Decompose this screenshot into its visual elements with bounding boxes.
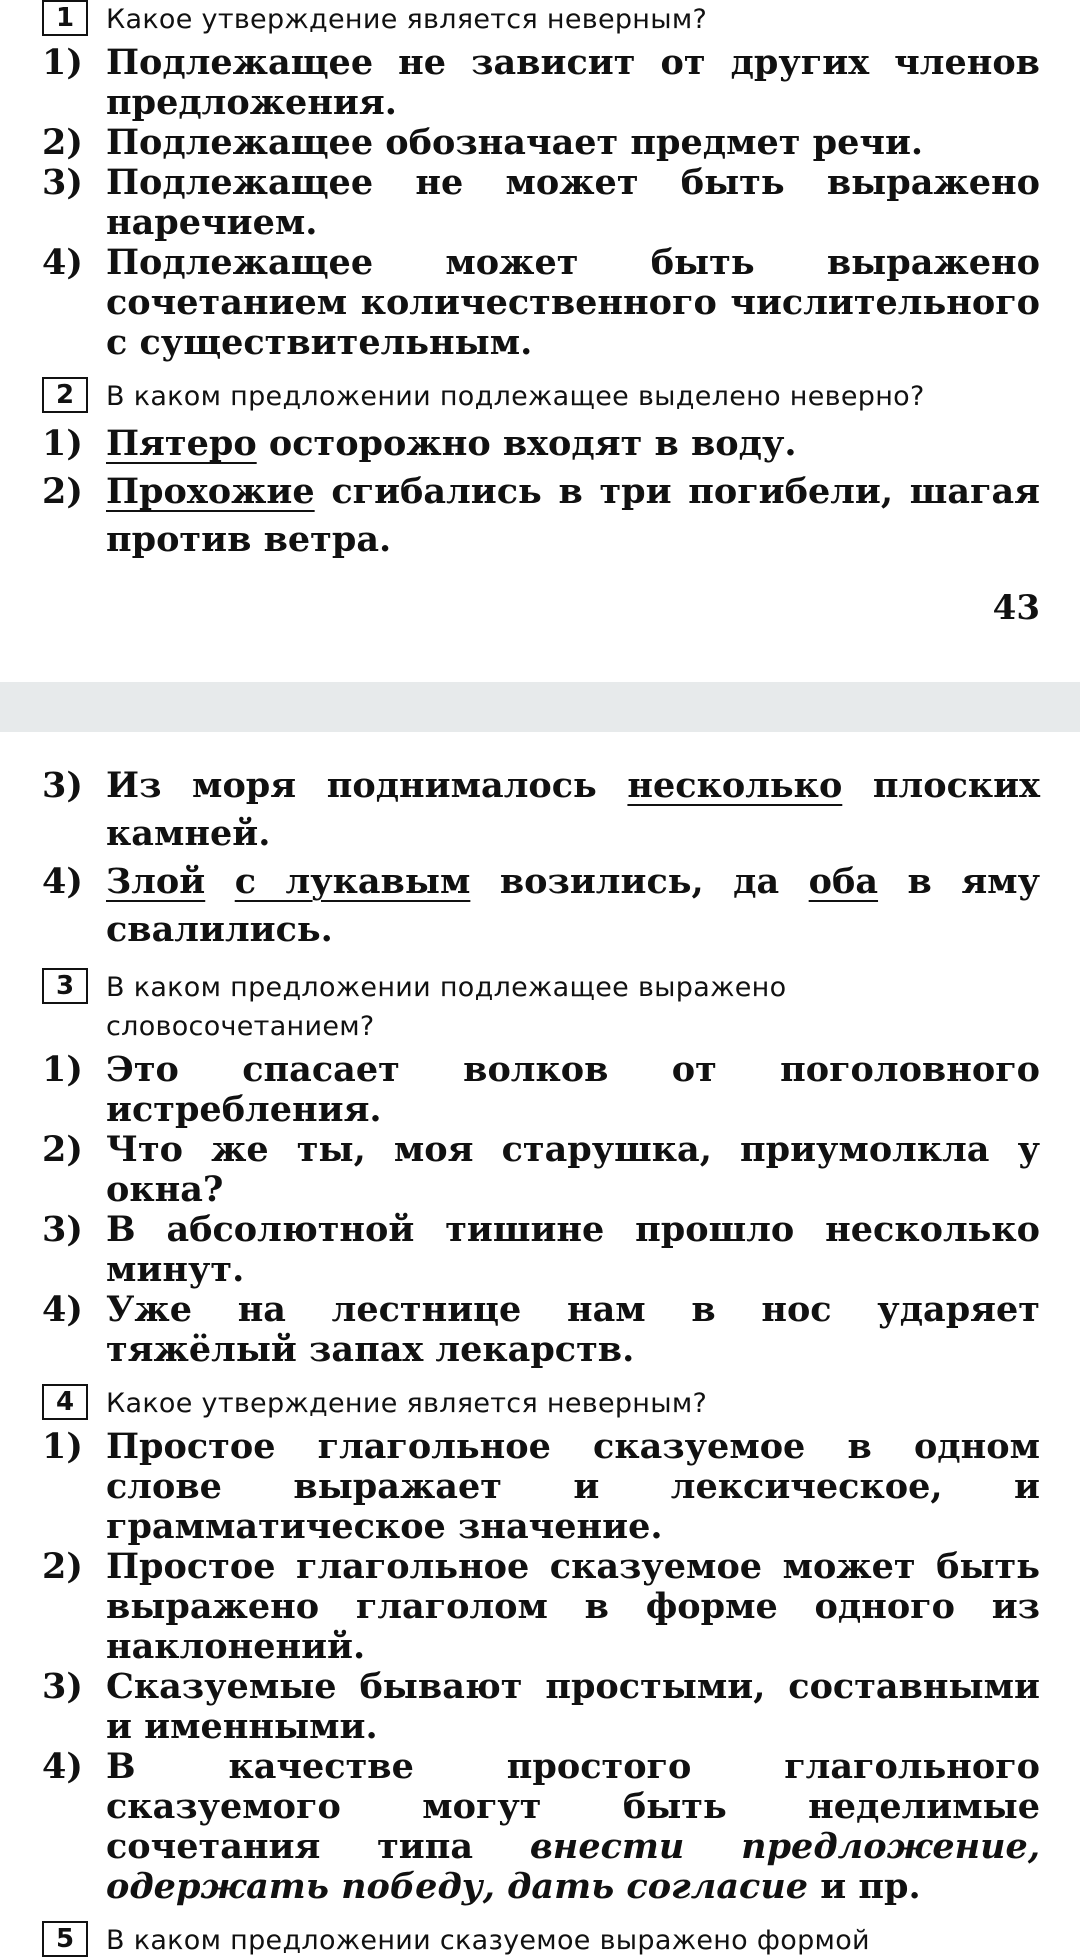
underlined-subject: Злой: [106, 861, 206, 902]
option-number: 4): [42, 1289, 83, 1330]
page-top: [0, 0, 1080, 682]
question-1: [42, 0, 1040, 363]
question-number-box: 3: [42, 968, 88, 1004]
italic-examples: внести предложение, одержать победу, дать согласие: [106, 1826, 1040, 1907]
question-header: [42, 1921, 1040, 1960]
option-number: 2): [42, 1129, 83, 1170]
underlined-subject: оба: [808, 861, 879, 902]
option-number: 3): [42, 1209, 83, 1250]
answer-option: [42, 762, 1040, 858]
question-header: [42, 968, 1040, 1046]
answer-option: [42, 243, 1040, 363]
option-text-rest: сгибались в три погибели, шагая против ветра.: [106, 471, 1040, 560]
option-text-space: [205, 861, 234, 902]
underlined-subject: Пятеро: [106, 423, 257, 464]
question-prompt: В каком предложении подлежащее выделено неверно?: [106, 381, 925, 412]
question-number-box: 2: [42, 377, 88, 413]
question-5: [42, 1921, 1040, 1960]
option-text: Подлежащее может быть выражено сочетанием количественного числительного с существительным.: [106, 242, 1040, 363]
option-text-after: и пр.: [808, 1866, 921, 1907]
option-text: Простое глагольное сказуемое в одном слове выражает и лексическое, и грамматическое значение.: [106, 1426, 1040, 1547]
answer-option: [42, 1547, 1040, 1667]
answer-option: [42, 420, 1040, 468]
option-text: Подлежащее обозначает предмет речи.: [106, 122, 924, 163]
option-number: 2): [42, 122, 83, 163]
option-number: 3): [42, 162, 83, 203]
question-number-box: 5: [42, 1921, 88, 1957]
option-number: 1): [42, 42, 83, 83]
option-text: Сказуемые бывают простыми, составными и именными.: [106, 1666, 1040, 1747]
question-header: [42, 0, 1040, 39]
answer-option: [42, 1290, 1040, 1370]
answer-option: [42, 43, 1040, 123]
page-number: 43: [992, 588, 1040, 628]
answer-option: [42, 1050, 1040, 1130]
option-number: 2): [42, 471, 83, 512]
answer-option: [42, 858, 1040, 954]
question-2: [42, 377, 1040, 564]
page-bottom: [0, 732, 1080, 1956]
option-text: [106, 468, 1040, 564]
option-text: Простое глагольное сказуемое может быть выражено глаголом в форме одного из наклонений.: [106, 1546, 1040, 1667]
option-number: 4): [42, 1746, 83, 1787]
option-text: Это спасает волков от поголовного истребления.: [106, 1049, 1040, 1130]
option-text: Подлежащее не зависит от других членов предложения.: [106, 42, 1040, 123]
answer-option: [42, 1747, 1040, 1907]
option-number: 3): [42, 1666, 83, 1707]
answer-option: [42, 1130, 1040, 1210]
underlined-subject: Прохожие: [106, 471, 315, 512]
underlined-subject: несколько: [627, 765, 843, 806]
question-2-continued: [42, 762, 1040, 954]
option-text-rest: осторожно входят в воду.: [256, 423, 797, 464]
option-text: [106, 420, 1040, 468]
option-text-middle: возились, да: [470, 861, 809, 902]
option-number: 2): [42, 1546, 83, 1587]
option-text: В абсолютной тишине прошло несколько минут.: [106, 1209, 1040, 1290]
question-header: [42, 1384, 1040, 1423]
option-text: [106, 858, 1040, 954]
answer-option: [42, 1427, 1040, 1547]
page-separator: [0, 682, 1080, 732]
option-text-after: в яму свалились.: [106, 861, 1040, 950]
option-number: 1): [42, 1049, 83, 1090]
option-text: Подлежащее не может быть выражено наречием.: [106, 162, 1040, 243]
answer-option: [42, 468, 1040, 564]
question-prompt: В каком предложении подлежащее выражено словосочетанием?: [106, 972, 787, 1042]
answer-option: [42, 123, 1040, 163]
question-4: [42, 1384, 1040, 1907]
answer-option: [42, 163, 1040, 243]
option-text: Что же ты, моя старушка, приумолкла у окна?: [106, 1129, 1040, 1210]
question-header: [42, 377, 1040, 416]
answer-option: [42, 1667, 1040, 1747]
option-number: 3): [42, 765, 83, 806]
underlined-subject: с лукавым: [234, 861, 471, 902]
question-number-box: 4: [42, 1384, 88, 1420]
question-prompt: Какое утверждение является неверным?: [106, 1388, 708, 1419]
option-number: 4): [42, 242, 83, 283]
question-number-box: 1: [42, 0, 88, 36]
option-text: [106, 1747, 1040, 1907]
answer-option: [42, 1210, 1040, 1290]
question-prompt: Какое утверждение является неверным?: [106, 4, 708, 35]
option-number: 4): [42, 861, 83, 902]
option-text: Уже на лестнице нам в нос ударяет тяжёлый запах лекарств.: [106, 1289, 1040, 1370]
question-prompt: В каком предложении сказуемое выражено формой: [106, 1925, 870, 1956]
option-text: [106, 762, 1040, 858]
option-text-before: В качестве простого глагольного сказуемого могут быть неделимые сочетания типа: [106, 1746, 1040, 1867]
option-number: 1): [42, 1426, 83, 1467]
option-text-after: плоских камней.: [106, 765, 1040, 854]
option-text-before: Из моря поднималось: [106, 765, 628, 806]
option-number: 1): [42, 423, 83, 464]
question-3: [42, 968, 1040, 1370]
